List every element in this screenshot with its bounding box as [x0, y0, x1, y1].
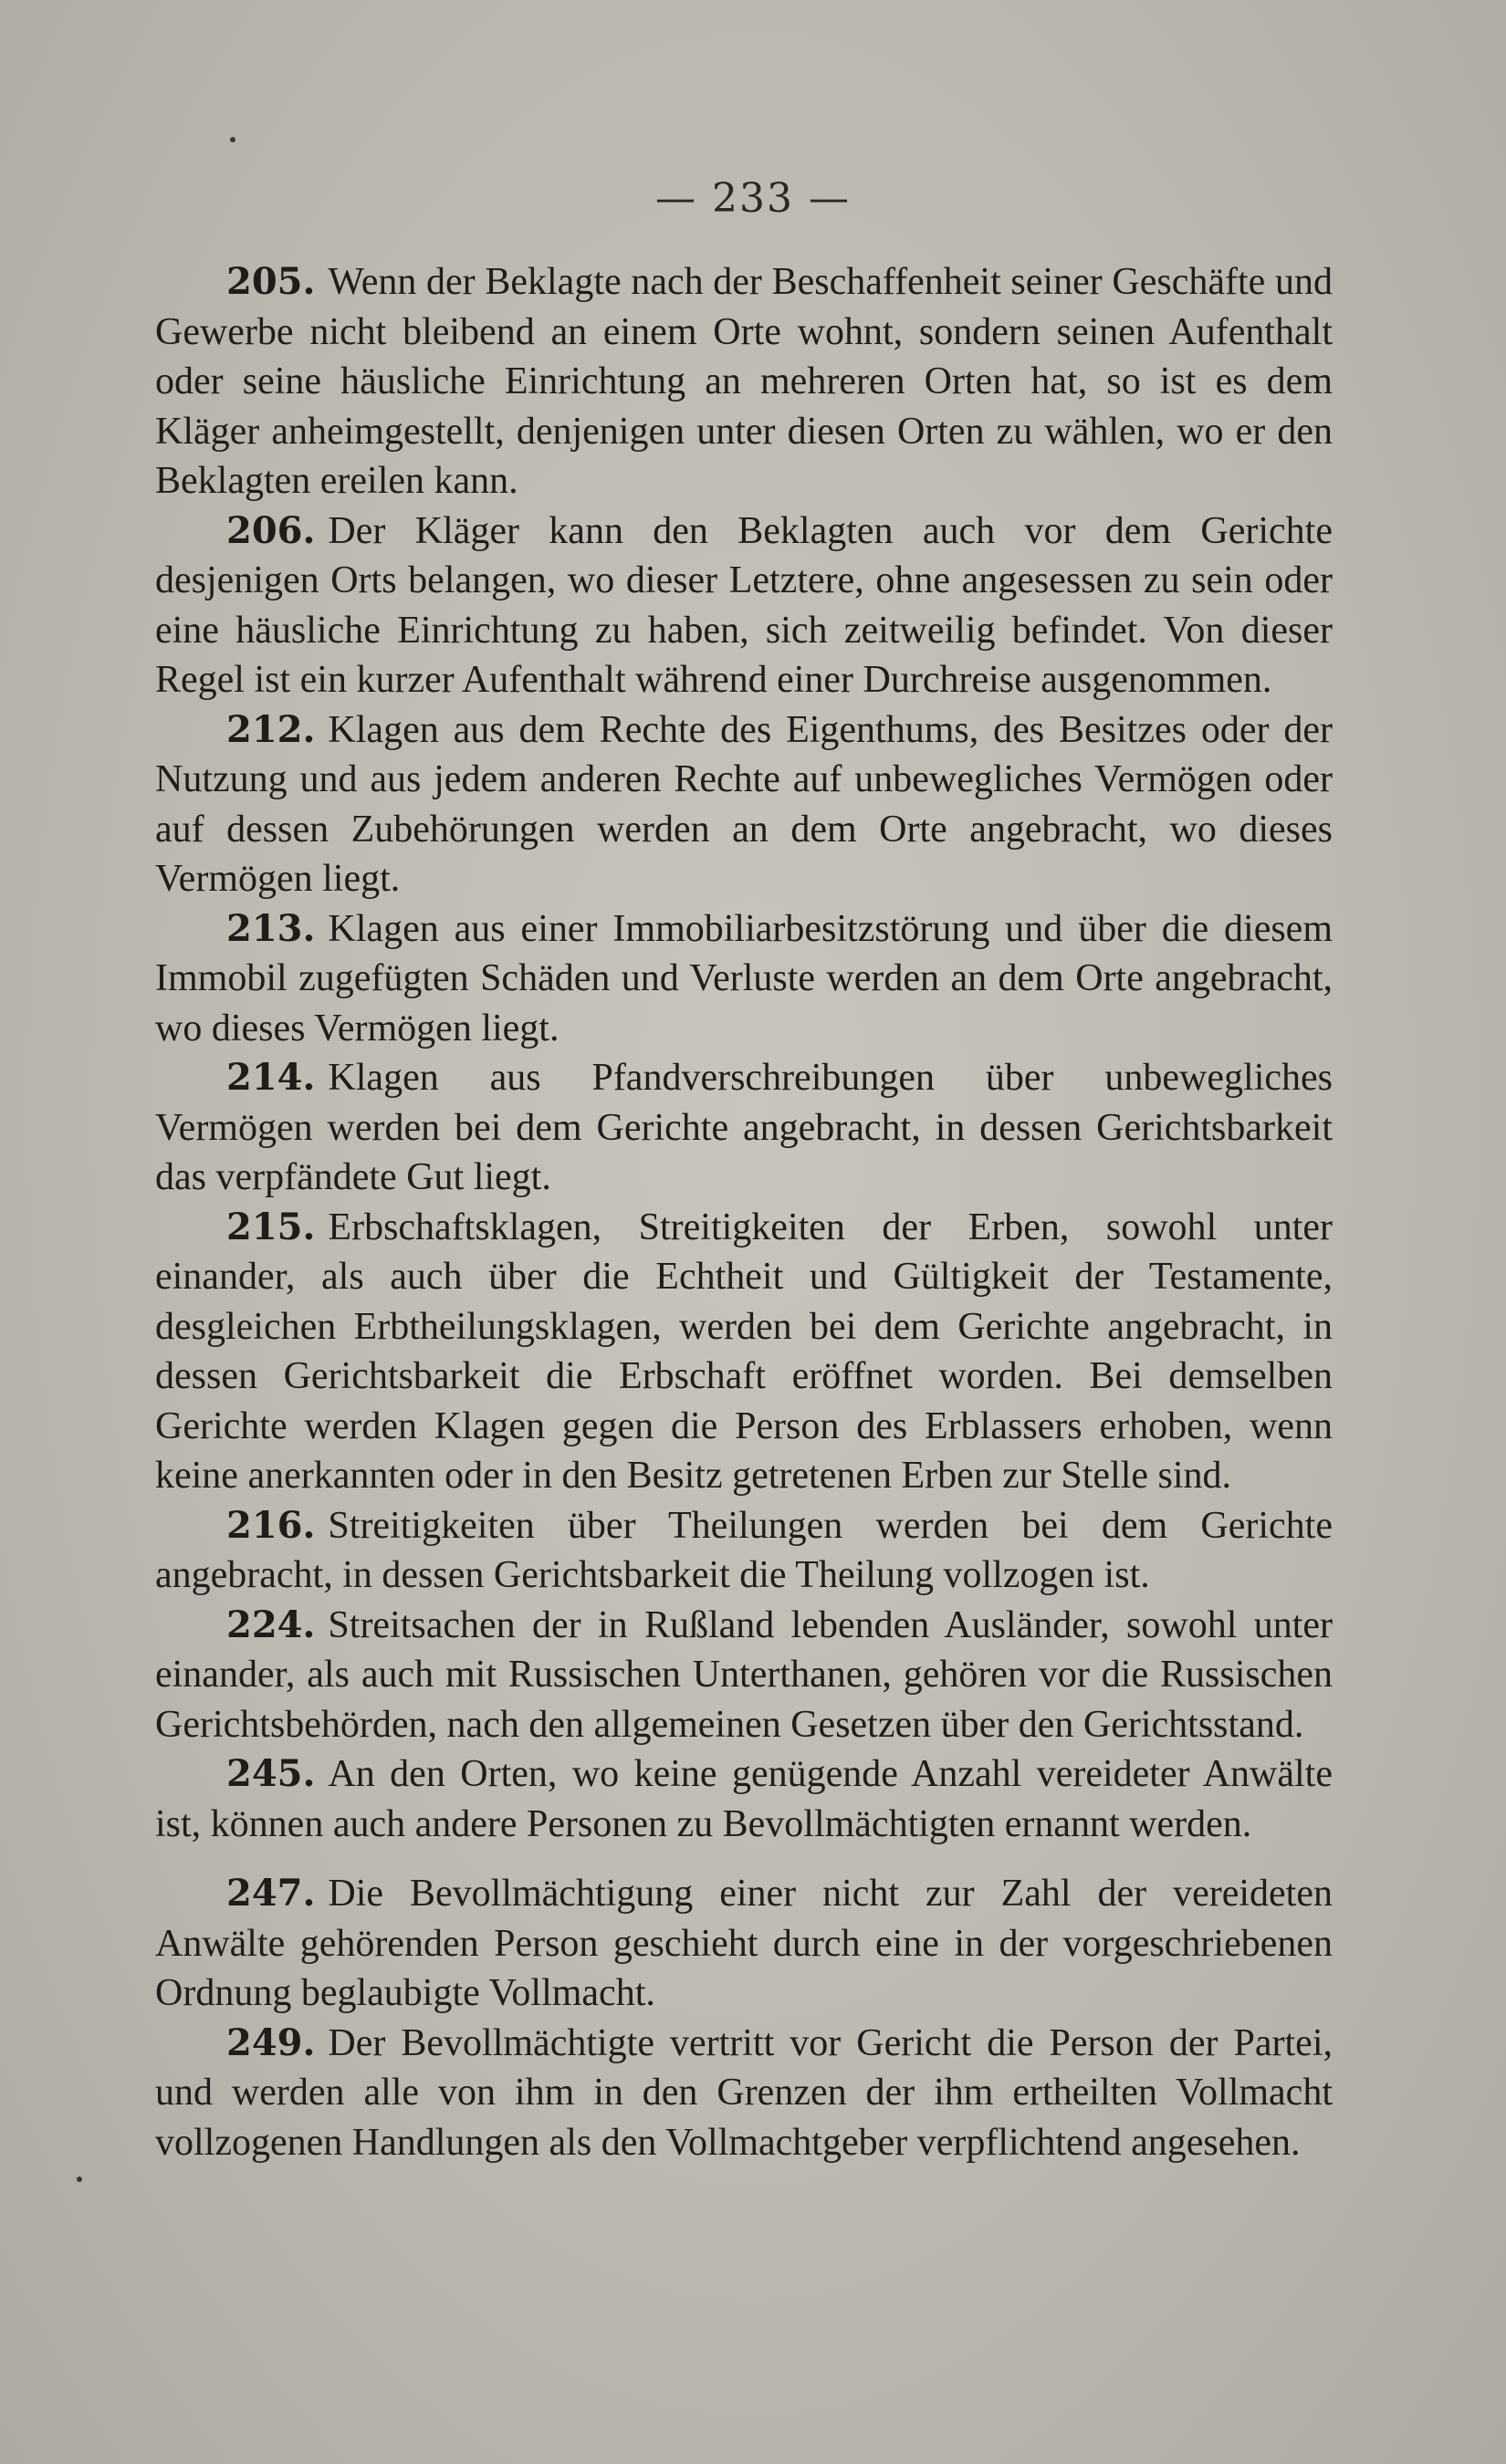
ink-speck	[77, 2177, 82, 2182]
paragraph-text: Streitigkeiten über Theilungen werden bei dem Gerichte angebracht, in dessen Gerichtsbarkeit die Theilung vollzogen ist.	[155, 1504, 1333, 1596]
paragraph-text: Erbschaftsklagen, Streitigkeiten der Erben, sowohl unter einander, als auch über die Echtheit und Gültigkeit der Testamente, desgleichen Erbtheilungsklagen, werden bei dem Gerichte angebracht, in dessen Gerichtsbarkeit die Erbschaft eröffnet worden. Bei demselben Gerichte werden Klagen gegen die Person des Erblassers erhoben, wenn keine anerkannten oder in den Besitz getretenen Erben zur Stelle sind.	[155, 1206, 1333, 1497]
paragraph-number: 224.	[226, 1603, 316, 1646]
paragraph-text: Der Kläger kann den Beklagten auch vor dem Gerichte desjenigen Orts belangen, wo dieser Letztere, ohne angesessen zu sein oder eine häusliche Einrichtung zu haben, sich zeitweilig befindet. Von dieser Regel ist ein kurzer Aufenthalt während einer Durchreise ausgenommen.	[155, 509, 1333, 701]
paragraph-number: 216.	[226, 1503, 316, 1547]
paragraph-205	[155, 257, 1333, 506]
paragraph-215	[155, 1203, 1333, 1501]
paragraph-number: 213.	[226, 906, 316, 950]
text-body	[155, 257, 1333, 2167]
paragraph-249	[155, 2019, 1333, 2168]
paragraph-number: 205.	[226, 260, 316, 303]
paragraph-number: 212.	[226, 707, 316, 751]
paragraph-216	[155, 1501, 1333, 1601]
paragraph-text: Der Bevollmächtigte vertritt vor Gericht die Person der Partei, und werden alle von ihm in den Grenzen der ihm ertheilten Vollmacht vollzogenen Handlungen als den Vollmachtgeber verpflichtend angesehen.	[155, 2021, 1333, 2164]
paragraph-number: 214.	[226, 1056, 316, 1099]
paragraph-224	[155, 1601, 1333, 1750]
page-number: — 233 —	[655, 175, 851, 222]
paragraph-212	[155, 705, 1333, 904]
paragraph-206	[155, 506, 1333, 705]
paragraph-247	[155, 1869, 1333, 2019]
paragraph-text: Streitsachen der in Rußland lebenden Ausländer, sowohl unter einander, als auch mit Russischen Unterthanen, gehören vor die Russischen Gerichtsbehörden, nach den allgemeinen Gesetzen über den Gerichtsstand.	[155, 1603, 1333, 1746]
paragraph-245	[155, 1749, 1333, 1849]
paragraph-text: Klagen aus Pfandverschreibungen über unbewegliches Vermögen werden bei dem Gerichte angebracht, in dessen Gerichtsbarkeit das verpfändete Gut liegt.	[155, 1057, 1333, 1198]
paragraph-text: Die Bevollmächtigung einer nicht zur Zahl der vereideten Anwälte gehörenden Person geschieht durch eine in der vorgeschriebenen Ordnung beglaubigte Vollmacht.	[155, 1873, 1333, 2014]
ink-speck	[230, 137, 235, 142]
paragraph-213	[155, 904, 1333, 1054]
paragraph-number: 206.	[226, 508, 316, 552]
paragraph-number: 249.	[226, 2020, 316, 2064]
paragraph-number: 245.	[226, 1752, 316, 1795]
paragraph-number: 215.	[226, 1205, 316, 1248]
paragraph-number: 247.	[226, 1872, 316, 1915]
paragraph-text: Klagen aus dem Rechte des Eigenthums, des Besitzes oder der Nutzung und aus jedem anderen Rechte auf unbewegliches Vermögen oder auf dessen Zubehörungen werden an dem Orte angebracht, wo dieses Vermögen liegt.	[155, 708, 1333, 900]
paragraph-text: Wenn der Beklagte nach der Beschaffenheit seiner Geschäfte und Gewerbe nicht bleibend an einem Orte wohnt, sondern seinen Aufenthalt oder seine häusliche Einrichtung an mehreren Orten hat, so ist es dem Kläger anheimgestellt, denjenigen unter diesen Orten zu wählen, wo er den Beklagten ereilen kann.	[155, 261, 1333, 502]
paragraph-text: Klagen aus einer Immobiliarbesitzstörung und über die diesem Immobil zugefügten Schäden und Verluste werden an dem Orte angebracht, wo dieses Vermögen liegt.	[155, 907, 1333, 1049]
paragraph-214	[155, 1053, 1333, 1203]
paragraph-text: An den Orten, wo keine genügende Anzahl vereideter Anwälte ist, können auch andere Personen zu Bevollmächtigten ernannt werden.	[155, 1753, 1333, 1845]
